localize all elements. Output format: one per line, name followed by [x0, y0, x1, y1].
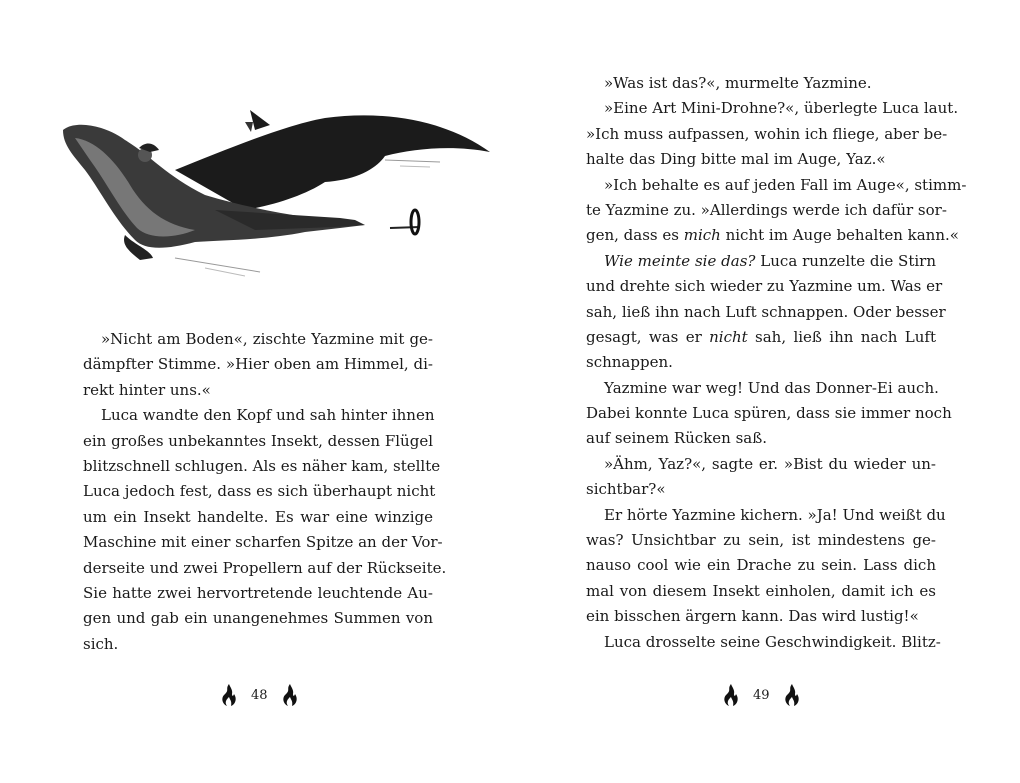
text-line — [586, 249, 936, 274]
text-run: »Was ist das?«, murmelte Yazmine. — [604, 74, 872, 92]
text-run: nicht im Auge behalten kann.« — [720, 226, 959, 245]
text-run: »Ich muss aufpassen, wohin ich fliege, aber be- — [586, 124, 948, 143]
text-run: Er hörte Yazmine kichern. »Ja! Und weißt du — [604, 505, 946, 524]
italic-text: Wie meinte sie das? — [604, 251, 756, 270]
text-run: sah, ließ ihn nach Luft schnappen. Oder besser — [586, 302, 946, 321]
text-line — [586, 401, 952, 426]
text-run: Yazmine war weg! Und das Donner-Ei auch. — [604, 378, 939, 397]
text-line — [83, 327, 433, 352]
text-run: sah, ließ ihn nach Luft — [747, 327, 936, 346]
text-run: Luca jedoch fest, dass es sich überhaupt nicht — [83, 482, 436, 501]
text-line — [83, 454, 441, 479]
text-run: Dabei konnte Luca spüren, dass sie immer noch — [586, 404, 952, 423]
text-run: auf seinem Rücken saß. — [586, 429, 768, 448]
text-run: ein großes unbekanntes Insekt, dessen Flügel — [83, 431, 433, 450]
text-line — [586, 350, 936, 375]
text-line — [586, 173, 967, 198]
text-line — [586, 71, 936, 96]
text-line — [586, 452, 936, 477]
text-line — [586, 122, 948, 147]
text-line — [83, 581, 433, 606]
text-line — [83, 352, 433, 377]
text-line — [83, 632, 433, 657]
text-run: halte das Ding bitte mal im Auge, Yaz.« — [586, 150, 886, 169]
flame-icon — [282, 684, 298, 706]
text-run: Maschine mit einer scharfen Spitze an der Vor- — [83, 533, 443, 552]
text-line — [586, 300, 946, 325]
text-run: mal von diesem Insekt einholen, damit ich es — [586, 581, 936, 600]
text-run: gen, dass es — [586, 226, 684, 245]
text-run: sichtbar?« — [586, 480, 666, 499]
text-run: Luca drosselte seine Geschwindigkeit. Blitz- — [604, 632, 941, 651]
text-run: schnappen. — [586, 353, 673, 372]
flame-icon — [784, 684, 800, 706]
text-line — [83, 429, 433, 454]
text-run: blitzschnell schlugen. Als es näher kam, stellte — [83, 456, 441, 475]
text-line — [586, 96, 959, 121]
text-run: was? Unsichtbar zu sein, ist mindestens ge- — [586, 531, 936, 550]
flame-icon — [221, 684, 237, 706]
text-line — [586, 147, 936, 172]
left-page-folio — [221, 684, 298, 706]
text-run: gen und gab ein unangenehmes Summen von — [83, 609, 433, 628]
text-run: gesagt, was er — [586, 327, 710, 346]
left-page-text — [83, 327, 447, 657]
text-run: »Ähm, Yaz?«, sagte er. »Bist du wieder un- — [604, 454, 936, 473]
flame-icon — [723, 684, 739, 706]
text-line — [83, 403, 433, 428]
dragon-illustration — [55, 100, 495, 280]
text-line — [83, 606, 433, 631]
text-run: und drehte sich wieder zu Yazmine um. Was er — [586, 277, 943, 296]
text-run: te Yazmine zu. »Allerdings werde ich dafür sor- — [586, 200, 947, 219]
text-run: sich. — [83, 634, 119, 653]
text-line — [586, 579, 936, 604]
text-line — [586, 528, 936, 553]
text-line — [586, 198, 947, 223]
text-run: ein bisschen ärgern kann. Das wird lustig!« — [586, 607, 919, 626]
text-run: nauso cool wie ein Drache zu sein. Lass dich — [586, 556, 936, 575]
text-line — [586, 553, 936, 578]
text-line — [586, 325, 936, 350]
italic-text: mich — [683, 226, 721, 245]
text-run: um ein Insekt handelte. Es war eine winzige — [83, 507, 433, 526]
text-run: dämpfter Stimme. »Hier oben am Himmel, di- — [83, 355, 433, 374]
text-line — [586, 223, 959, 248]
text-run: Luca runzelte die Stirn — [755, 251, 936, 270]
right-page — [510, 0, 1020, 783]
text-line — [586, 426, 936, 451]
text-line — [586, 477, 936, 502]
text-run: derseite und zwei Propellern auf der Rückseite. — [83, 558, 447, 577]
right-page-folio — [723, 684, 800, 706]
text-line — [586, 604, 936, 629]
page-number: 49 — [753, 687, 770, 703]
text-line — [586, 274, 943, 299]
text-run: Sie hatte zwei hervortretende leuchtende Au- — [83, 583, 433, 602]
text-run: Luca wandte den Kopf und sah hinter ihnen — [101, 406, 435, 425]
page-number: 48 — [251, 687, 268, 703]
text-line — [83, 479, 436, 504]
text-line — [83, 556, 447, 581]
text-line — [586, 630, 941, 655]
drone-icon — [390, 210, 420, 234]
text-line — [83, 530, 443, 555]
text-line — [83, 378, 433, 403]
text-run: »Ich behalte es auf jeden Fall im Auge«, stimm- — [604, 175, 967, 194]
text-line — [83, 505, 433, 530]
text-run: »Nicht am Boden«, zischte Yazmine mit ge- — [101, 330, 433, 348]
text-run: rekt hinter uns.« — [83, 380, 211, 399]
text-line — [586, 503, 946, 528]
text-line — [586, 376, 939, 401]
text-run: »Eine Art Mini-Drohne?«, überlegte Luca laut. — [604, 99, 959, 118]
italic-text: nicht — [709, 327, 748, 346]
right-page-text — [586, 71, 967, 655]
